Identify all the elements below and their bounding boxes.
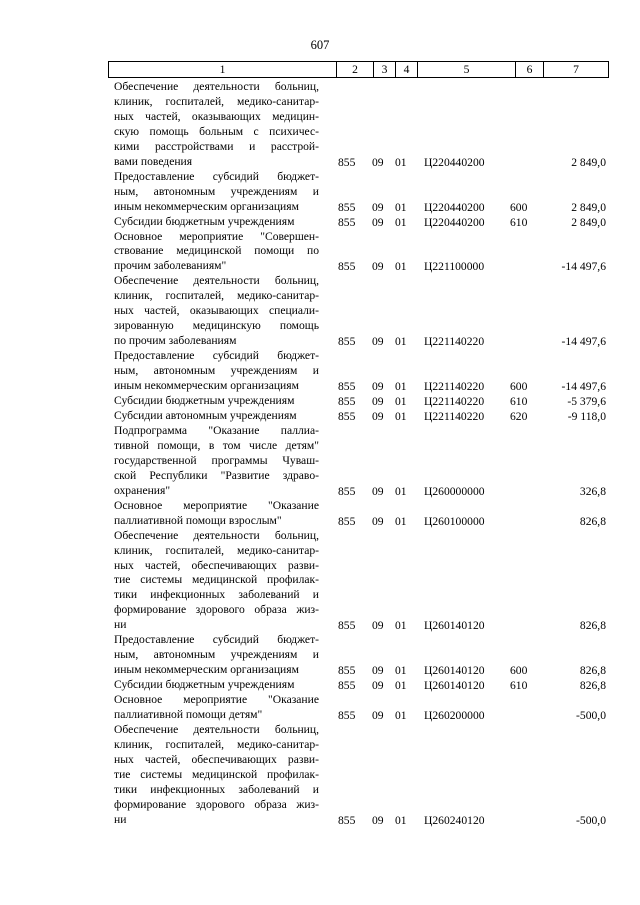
description-line: клиник, госпиталей, медико-санитар- [114,737,319,751]
description-line: формирование здорового образа жиз- [114,603,319,617]
section-code: 09 [372,409,384,423]
table-row [0,170,640,215]
section-code: 09 [372,200,384,214]
admin-code: 855 [338,813,356,827]
description-line: ным, автономным учреждениям и [114,184,319,198]
description-line: зированную медицинскую помощь [114,319,319,333]
description-line: прочим заболеваниям" [114,259,227,273]
description-line: Обеспечение деятельности больниц, [114,528,319,542]
expense-type-code: 600 [510,380,528,394]
admin-code: 855 [338,335,356,349]
description-line: тие системы медицинской профилак- [114,573,319,587]
admin-code: 855 [338,664,356,678]
header-col-3: 3 [373,62,395,77]
description-line: тие системы медицинской профилак- [114,767,319,781]
subsection-code: 01 [395,813,407,827]
expense-type-code: 610 [510,394,528,408]
amount-value: 2 849,0 [571,215,606,229]
subsection-code: 01 [395,260,407,274]
amount-value: 826,8 [579,679,606,693]
expense-type-code: 600 [510,664,528,678]
table-row [0,424,640,499]
amount-value: 826,8 [579,514,606,528]
subsection-code: 01 [395,409,407,423]
subsection-code: 01 [395,708,407,722]
description-line: паллиативной помощи взрослым" [114,513,282,527]
description-line: ных частей, обеспечивающих разви- [114,752,319,766]
description-line: иным некоммерческим организациям [114,663,299,677]
admin-code: 855 [338,215,356,229]
description-line: Обеспечение деятельности больниц, [114,274,319,288]
description-line: государственной программы Чуваш- [114,453,319,467]
expense-type-code: 600 [510,200,528,214]
target-article-code: Ц221140220 [424,335,485,349]
description-line: Субсидии бюджетным учреждениям [114,678,295,692]
description-line: Основное мероприятие "Оказание [114,498,319,512]
target-article-code: Ц221100000 [424,260,485,274]
description-line: охранения" [114,483,171,497]
amount-value: -500,0 [576,813,606,827]
description-line: ни [114,618,127,632]
header-col-5: 5 [417,62,515,77]
table-row [0,230,640,275]
description-line: тивной помощи, в том числе детям" [114,438,319,452]
target-article-code: Ц220440200 [424,200,485,214]
admin-code: 855 [338,708,356,722]
description-line: ных частей, обеспечивающих разви- [114,558,319,572]
header-col-7: 7 [543,62,608,77]
table-row [0,723,640,828]
table-row [0,678,640,693]
page-number: 607 [310,38,330,52]
description-line: ской Республики "Развитие здраво- [114,468,319,482]
description-line: клиник, госпиталей, медико-санитар- [114,543,319,557]
section-code: 09 [372,260,384,274]
admin-code: 855 [338,200,356,214]
target-article-code: Ц221140220 [424,380,485,394]
description-line: тики инфекционных заболеваний и [114,782,319,796]
admin-code: 855 [338,484,356,498]
subsection-code: 01 [395,215,407,229]
admin-code: 855 [338,394,356,408]
target-article-code: Ц220440200 [424,215,485,229]
description-line: ным, автономным учреждениям и [114,648,319,662]
expense-type-code: 610 [510,679,528,693]
table-body [0,80,640,828]
description-line: Предоставление субсидий бюджет- [114,633,319,647]
target-article-code: Ц260100000 [424,514,485,528]
admin-code: 855 [338,260,356,274]
description-line: Обеспечение деятельности больниц, [114,722,319,736]
amount-value: 2 849,0 [571,200,606,214]
table-row [0,394,640,409]
description-line: кими расстройствами и расстрой- [114,139,319,153]
description-line: Подпрограмма "Оказание паллиа- [114,423,319,437]
description-line: вами поведения [114,154,193,168]
section-code: 09 [372,813,384,827]
subsection-code: 01 [395,394,407,408]
section-code: 09 [372,380,384,394]
description-line: клиник, госпиталей, медико-санитар- [114,289,319,303]
description-line: Субсидии бюджетным учреждениям [114,394,295,408]
section-code: 09 [372,679,384,693]
table-row [0,529,640,634]
description-line: ных частей, оказывающих медицин- [114,109,319,123]
admin-code: 855 [338,619,356,633]
description-line: иным некоммерческим организациям [114,199,299,213]
admin-code: 855 [338,380,356,394]
description-line: ных частей, оказывающих специали- [114,304,319,318]
description-line: ни [114,812,127,826]
header-col-4: 4 [395,62,417,77]
description-line: Субсидии бюджетным учреждениям [114,214,295,228]
table-row [0,349,640,394]
table-row [0,215,640,230]
description-line: ным, автономным учреждениям и [114,364,319,378]
admin-code: 855 [338,514,356,528]
section-code: 09 [372,394,384,408]
amount-value: 826,8 [579,664,606,678]
target-article-code: Ц260240120 [424,813,485,827]
subsection-code: 01 [395,664,407,678]
target-article-code: Ц260000000 [424,484,485,498]
description-line: Предоставление субсидий бюджет- [114,349,319,363]
table-header [108,61,609,78]
subsection-code: 01 [395,335,407,349]
description-line: формирование здорового образа жиз- [114,797,319,811]
description-line: паллиативной помощи детям" [114,708,263,722]
section-code: 09 [372,484,384,498]
amount-value: 326,8 [579,484,606,498]
amount-value: -14 497,6 [561,335,606,349]
description-line: иным некоммерческим организациям [114,379,299,393]
table-row [0,693,640,723]
header-col-2: 2 [336,62,373,77]
admin-code: 855 [338,155,356,169]
amount-value: -500,0 [576,708,606,722]
section-code: 09 [372,708,384,722]
description-line: Основное мероприятие "Совершен- [114,229,319,243]
target-article-code: Ц260140120 [424,679,485,693]
subsection-code: 01 [395,380,407,394]
description-line: тики инфекционных заболеваний и [114,588,319,602]
target-article-code: Ц220440200 [424,155,485,169]
table-row [0,274,640,349]
section-code: 09 [372,514,384,528]
amount-value: -9 118,0 [567,409,606,423]
amount-value: -5 379,6 [567,394,606,408]
table-row [0,409,640,424]
header-col-1: 1 [219,63,226,76]
header-col-6: 6 [515,62,543,77]
target-article-code: Ц260200000 [424,708,485,722]
subsection-code: 01 [395,484,407,498]
amount-value: 2 849,0 [571,155,606,169]
amount-value: -14 497,6 [561,260,606,274]
description-line: Субсидии автономным учреждениям [114,408,297,422]
description-line: по прочим заболеваниям [114,334,237,348]
subsection-code: 01 [395,514,407,528]
section-code: 09 [372,335,384,349]
description-line: Предоставление субсидий бюджет- [114,169,319,183]
expense-type-code: 620 [510,409,528,423]
target-article-code: Ц221140220 [424,409,485,423]
subsection-code: 01 [395,619,407,633]
expense-type-code: 610 [510,215,528,229]
subsection-code: 01 [395,155,407,169]
target-article-code: Ц260140120 [424,619,485,633]
target-article-code: Ц221140220 [424,394,485,408]
table-row [0,80,640,170]
description-line: ствование медицинской помощи по [114,244,319,258]
description-line: Основное мероприятие "Оказание [114,693,319,707]
description-line: скую помощь больным с психичес- [114,124,319,138]
section-code: 09 [372,664,384,678]
section-code: 09 [372,619,384,633]
description-line: Обеспечение деятельности больниц, [114,80,319,93]
section-code: 09 [372,155,384,169]
subsection-code: 01 [395,679,407,693]
admin-code: 855 [338,679,356,693]
target-article-code: Ц260140120 [424,664,485,678]
table-row [0,499,640,529]
amount-value: 826,8 [579,619,606,633]
admin-code: 855 [338,409,356,423]
subsection-code: 01 [395,200,407,214]
section-code: 09 [372,215,384,229]
amount-value: -14 497,6 [561,380,606,394]
table-row [0,633,640,678]
description-line: клиник, госпиталей, медико-санитар- [114,94,319,108]
